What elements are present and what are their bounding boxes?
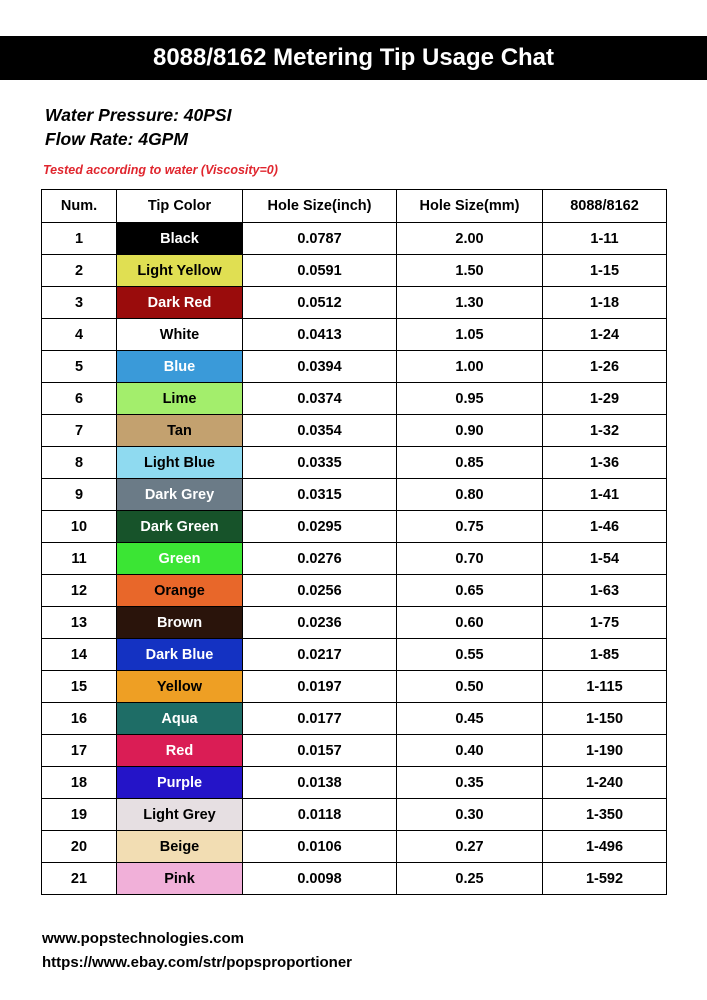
table-row: [42, 639, 667, 671]
cell-model-ratio: 1-240: [543, 767, 667, 799]
cell-hole-size-mm: 0.95: [397, 383, 543, 415]
cell-tip-color: Blue: [117, 351, 243, 383]
table-row: [42, 607, 667, 639]
cell-tip-color: Red: [117, 735, 243, 767]
cell-hole-size-inch: 0.0394: [243, 351, 397, 383]
cell-num: 17: [42, 735, 117, 767]
cell-num: 3: [42, 287, 117, 319]
cell-tip-color: White: [117, 319, 243, 351]
cell-model-ratio: 1-36: [543, 447, 667, 479]
cell-tip-color: Tan: [117, 415, 243, 447]
table-row: [42, 447, 667, 479]
cell-model-ratio: 1-26: [543, 351, 667, 383]
test-note: Tested according to water (Viscosity=0): [43, 163, 278, 177]
cell-num: 19: [42, 799, 117, 831]
cell-hole-size-mm: 0.40: [397, 735, 543, 767]
cell-hole-size-mm: 1.30: [397, 287, 543, 319]
cell-num: 10: [42, 511, 117, 543]
header-model-ratio: 8088/8162: [543, 190, 667, 223]
website-link[interactable]: www.popstechnologies.com: [42, 930, 244, 947]
cell-num: 20: [42, 831, 117, 863]
cell-tip-color: Light Grey: [117, 799, 243, 831]
cell-hole-size-inch: 0.0197: [243, 671, 397, 703]
table-row: [42, 575, 667, 607]
header-hole-size-mm: Hole Size(mm): [397, 190, 543, 223]
cell-hole-size-inch: 0.0157: [243, 735, 397, 767]
title-bar: [0, 36, 707, 80]
table-row: [42, 223, 667, 255]
cell-tip-color: Dark Red: [117, 287, 243, 319]
cell-model-ratio: 1-32: [543, 415, 667, 447]
cell-hole-size-inch: 0.0315: [243, 479, 397, 511]
cell-model-ratio: 1-41: [543, 479, 667, 511]
cell-hole-size-inch: 0.0118: [243, 799, 397, 831]
cell-hole-size-inch: 0.0236: [243, 607, 397, 639]
metering-tip-table: [41, 189, 667, 895]
cell-hole-size-inch: 0.0217: [243, 639, 397, 671]
cell-hole-size-mm: 0.50: [397, 671, 543, 703]
cell-hole-size-mm: 1.50: [397, 255, 543, 287]
cell-num: 7: [42, 415, 117, 447]
table-row: [42, 735, 667, 767]
header-num: Num.: [42, 190, 117, 223]
cell-hole-size-mm: 0.90: [397, 415, 543, 447]
cell-hole-size-mm: 0.35: [397, 767, 543, 799]
cell-num: 13: [42, 607, 117, 639]
table-row: [42, 767, 667, 799]
cell-hole-size-inch: 0.0106: [243, 831, 397, 863]
cell-tip-color: Dark Blue: [117, 639, 243, 671]
cell-model-ratio: 1-85: [543, 639, 667, 671]
table-row: [42, 703, 667, 735]
cell-tip-color: Light Blue: [117, 447, 243, 479]
cell-num: 8: [42, 447, 117, 479]
cell-model-ratio: 1-150: [543, 703, 667, 735]
cell-model-ratio: 1-592: [543, 863, 667, 895]
cell-model-ratio: 1-11: [543, 223, 667, 255]
cell-num: 14: [42, 639, 117, 671]
cell-num: 2: [42, 255, 117, 287]
table-row: [42, 287, 667, 319]
cell-model-ratio: 1-350: [543, 799, 667, 831]
cell-tip-color: Brown: [117, 607, 243, 639]
cell-model-ratio: 1-496: [543, 831, 667, 863]
cell-num: 15: [42, 671, 117, 703]
table-row: [42, 671, 667, 703]
table-body: [42, 223, 667, 895]
cell-hole-size-inch: 0.0374: [243, 383, 397, 415]
cell-hole-size-inch: 0.0335: [243, 447, 397, 479]
cell-hole-size-mm: 0.65: [397, 575, 543, 607]
cell-tip-color: Black: [117, 223, 243, 255]
cell-model-ratio: 1-115: [543, 671, 667, 703]
cell-num: 9: [42, 479, 117, 511]
table-header-row: [42, 190, 667, 223]
table-row: [42, 863, 667, 895]
page-title: 8088/8162 Metering Tip Usage Chat: [152, 44, 555, 71]
cell-tip-color: Pink: [117, 863, 243, 895]
cell-model-ratio: 1-18: [543, 287, 667, 319]
cell-tip-color: Aqua: [117, 703, 243, 735]
table-row: [42, 415, 667, 447]
cell-num: 12: [42, 575, 117, 607]
ebay-store-link[interactable]: https://www.ebay.com/str/popsproportioner: [42, 954, 353, 971]
cell-tip-color: Green: [117, 543, 243, 575]
cell-tip-color: Lime: [117, 383, 243, 415]
cell-num: 1: [42, 223, 117, 255]
table-row: [42, 799, 667, 831]
table-row: [42, 383, 667, 415]
cell-hole-size-inch: 0.0787: [243, 223, 397, 255]
cell-model-ratio: 1-24: [543, 319, 667, 351]
flow-rate-text: Flow Rate: 4GPM: [45, 129, 188, 149]
cell-hole-size-mm: 0.70: [397, 543, 543, 575]
cell-hole-size-mm: 0.85: [397, 447, 543, 479]
cell-model-ratio: 1-75: [543, 607, 667, 639]
cell-model-ratio: 1-46: [543, 511, 667, 543]
cell-hole-size-mm: 0.30: [397, 799, 543, 831]
cell-num: 6: [42, 383, 117, 415]
water-pressure-text: Water Pressure: 40PSI: [45, 105, 232, 125]
cell-num: 18: [42, 767, 117, 799]
cell-hole-size-mm: 2.00: [397, 223, 543, 255]
cell-hole-size-inch: 0.0413: [243, 319, 397, 351]
cell-hole-size-mm: 1.05: [397, 319, 543, 351]
cell-model-ratio: 1-29: [543, 383, 667, 415]
cell-num: 21: [42, 863, 117, 895]
cell-num: 4: [42, 319, 117, 351]
cell-model-ratio: 1-190: [543, 735, 667, 767]
cell-hole-size-mm: 0.25: [397, 863, 543, 895]
cell-hole-size-mm: 1.00: [397, 351, 543, 383]
cell-hole-size-inch: 0.0295: [243, 511, 397, 543]
cell-num: 11: [42, 543, 117, 575]
cell-hole-size-mm: 0.27: [397, 831, 543, 863]
cell-num: 16: [42, 703, 117, 735]
table-row: [42, 543, 667, 575]
cell-tip-color: Orange: [117, 575, 243, 607]
header-hole-size-inch: Hole Size(inch): [243, 190, 397, 223]
cell-tip-color: Yellow: [117, 671, 243, 703]
cell-hole-size-mm: 0.45: [397, 703, 543, 735]
cell-tip-color: Beige: [117, 831, 243, 863]
cell-hole-size-inch: 0.0138: [243, 767, 397, 799]
table-row: [42, 319, 667, 351]
cell-hole-size-inch: 0.0354: [243, 415, 397, 447]
cell-num: 5: [42, 351, 117, 383]
cell-tip-color: Dark Green: [117, 511, 243, 543]
cell-model-ratio: 1-15: [543, 255, 667, 287]
cell-hole-size-mm: 0.80: [397, 479, 543, 511]
table-row: [42, 255, 667, 287]
cell-model-ratio: 1-63: [543, 575, 667, 607]
header-tip-color: Tip Color: [117, 190, 243, 223]
cell-hole-size-mm: 0.60: [397, 607, 543, 639]
cell-hole-size-inch: 0.0591: [243, 255, 397, 287]
cell-hole-size-inch: 0.0177: [243, 703, 397, 735]
cell-hole-size-inch: 0.0276: [243, 543, 397, 575]
cell-hole-size-inch: 0.0512: [243, 287, 397, 319]
table-row: [42, 479, 667, 511]
table-row: [42, 831, 667, 863]
cell-hole-size-mm: 0.75: [397, 511, 543, 543]
cell-hole-size-inch: 0.0256: [243, 575, 397, 607]
cell-hole-size-inch: 0.0098: [243, 863, 397, 895]
cell-hole-size-mm: 0.55: [397, 639, 543, 671]
table-row: [42, 511, 667, 543]
cell-tip-color: Dark Grey: [117, 479, 243, 511]
cell-tip-color: Light Yellow: [117, 255, 243, 287]
cell-model-ratio: 1-54: [543, 543, 667, 575]
table-row: [42, 351, 667, 383]
cell-tip-color: Purple: [117, 767, 243, 799]
